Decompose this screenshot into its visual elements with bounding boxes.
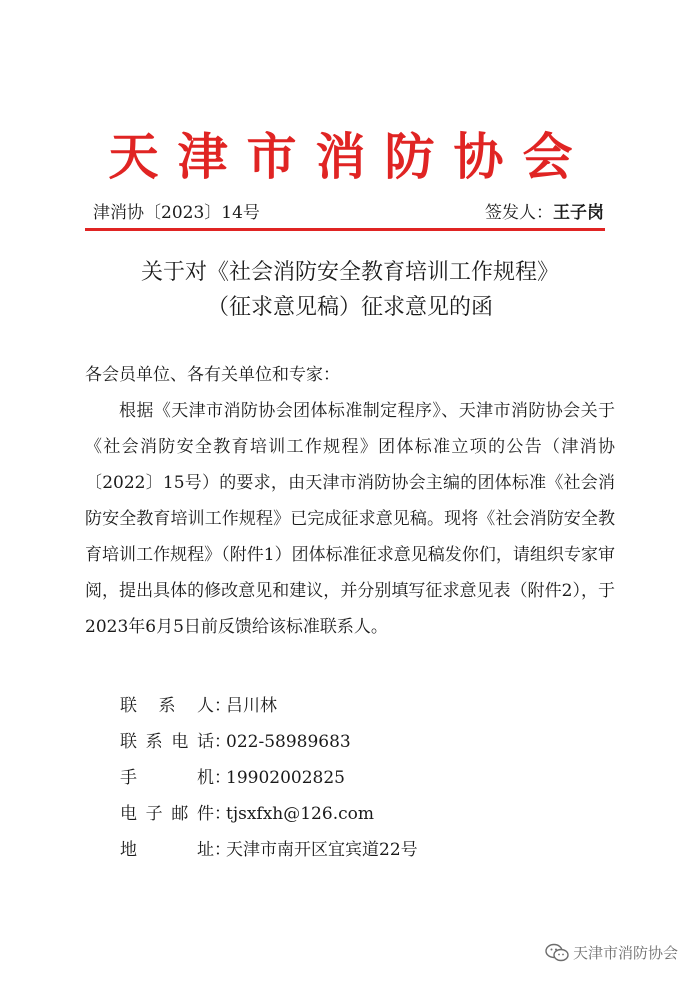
contact-row <box>120 760 418 796</box>
document-subject <box>0 255 700 325</box>
contact-value: 19902002825 <box>226 768 345 788</box>
wechat-icon <box>545 943 569 963</box>
contact-label: 联系人 <box>120 696 214 716</box>
contact-colon: ： <box>214 840 231 860</box>
contact-label: 电子邮件 <box>120 804 214 824</box>
contact-value: 吕川林 <box>226 696 277 716</box>
salutation: 各会员单位、各有关单位和专家： <box>85 365 340 385</box>
contact-colon: ： <box>214 732 231 752</box>
contact-row <box>120 796 418 832</box>
subject-line-2: （征求意见稿）征求意见的函 <box>206 295 493 320</box>
contact-value: 天津市南开区宜宾道22号 <box>226 840 418 860</box>
contact-value: 022-58989683 <box>226 732 351 752</box>
issuer-label: 签发人： <box>485 203 553 223</box>
document-number: 津消协〔2023〕14号 <box>93 203 260 223</box>
contact-label: 手机 <box>120 768 214 788</box>
contact-label: 地址 <box>120 840 214 860</box>
issuer <box>485 198 604 223</box>
org-title: 天津市消防协会 <box>108 128 592 186</box>
header-divider <box>85 228 605 231</box>
subject-line-1: 关于对《社会消防安全教育培训工作规程》 <box>140 260 559 285</box>
contact-value: tjsxfxh@126.com <box>226 804 374 824</box>
contact-block <box>120 688 418 868</box>
contact-colon: ： <box>214 696 231 716</box>
issuer-name: 王子岗 <box>553 203 604 223</box>
contact-label: 联系电话 <box>120 732 214 752</box>
contact-colon: ： <box>214 768 231 788</box>
contact-row <box>120 688 418 724</box>
contact-colon: ： <box>214 804 231 824</box>
contact-row <box>120 832 418 868</box>
wechat-watermark <box>545 942 678 963</box>
watermark-text: 天津市消防协会 <box>572 944 678 962</box>
contact-row <box>120 724 418 760</box>
body-paragraph: 根据《天津市消防协会团体标准制定程序》、天津市消防协会关于《社会消防安全教育培训工作规程》团体标准立项的公告（津消协〔2022〕15号）的要求，由天津市消防协会主编的团体标准《社会消防安全教育培训工作规程》已完成征求意见稿。现将《社会消防安全教育培训工作规程》（附件1）团体标准征求意见稿发你们，请组织专家审阅，提出具体的修改意见和建议，并分别填写征求意见表（附件2），于2023年6月5日前反馈给该标准联系人。 <box>85 401 615 637</box>
